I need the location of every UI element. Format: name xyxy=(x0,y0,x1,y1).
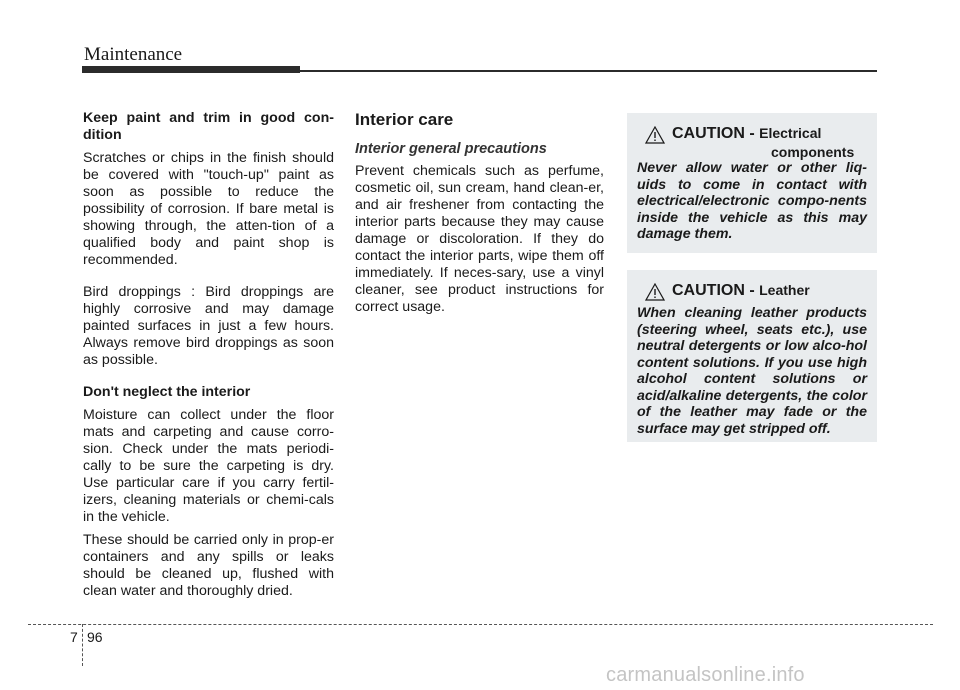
caution-box-leather xyxy=(627,270,877,442)
caution-box-electrical xyxy=(627,113,877,253)
caution-label: CAUTION - Electrical xyxy=(672,125,822,142)
paragraph-chemicals: Prevent chemicals such as perfume, cosmetic oil, sun cream, hand clean-er, and air freshener from contacting the interior parts because they may cause damage or discoloration. If they do contact the interior parts, wipe them off immediately. If neces-sary, use a vinyl cleaner, see product instructions for correct usage. xyxy=(355,163,604,315)
paragraph-moisture: Moisture can collect under the floor mats and carpeting and cause corro-sion. Check under the mats periodi-cally to be sure the carpeting is dry. Use particular care if you carry fertil-izers, cleaning materials or chemi-cals in the vehicle. xyxy=(83,407,334,525)
paragraph-bird-droppings: Bird droppings : Bird droppings are highly corrosive and may damage painted surfaces in just a few hours. Always remove bird droppings as soon as possible. xyxy=(83,284,334,368)
paragraph-spills: These should be carried only in prop-er containers and any spills or leaks should be cleaned up, flushed with clean water and thoroughly dried. xyxy=(83,532,334,599)
section-subtitle-precautions: Interior general precautions xyxy=(355,141,547,157)
caution-text-leather: When cleaning leather products (steering wheel, seats etc.), use neutral detergents or low alco-hol content solutions. If you use high alcohol content solutions or acid/alkaline detergents, the color of the leather may fade or the surface may get stripped off. xyxy=(637,305,867,437)
caution-header xyxy=(637,279,867,305)
middle-column xyxy=(355,110,604,316)
header-rule-thin xyxy=(300,70,877,72)
footer-divider xyxy=(82,624,83,666)
header-rule-thick xyxy=(82,66,300,73)
footer-page-number: 96 xyxy=(87,629,103,645)
caution-header xyxy=(637,122,867,160)
section-title-interior-care: Interior care xyxy=(355,110,454,129)
warning-triangle-icon xyxy=(645,283,665,301)
page-header-title: Maintenance xyxy=(84,44,183,65)
left-column xyxy=(83,110,334,600)
heading-interior: Don't neglect the interior xyxy=(83,384,251,400)
footer-rule xyxy=(28,624,933,625)
heading-paint-trim: Keep paint and trim in good con-dition xyxy=(83,110,334,143)
watermark: carmanualsonline.info xyxy=(606,664,805,686)
caution-topic: Electrical xyxy=(759,125,822,141)
caution-label: CAUTION - Leather xyxy=(672,282,810,299)
warning-triangle-icon xyxy=(645,126,665,144)
caution-text-electrical: Never allow water or other liq-uids to come in contact with electrical/electronic compo-nents inside the vehicle as this may damage them. xyxy=(637,160,867,242)
paragraph-scratches: Scratches or chips in the finish should be covered with "touch-up" paint as soon as possible to reduce the possibility of corrosion. If bare metal is showing through, the atten-tion of a qualified body and paint shop is recommended. xyxy=(83,150,334,268)
caution-topic-line2: components xyxy=(771,144,855,160)
footer-chapter-number: 7 xyxy=(70,629,78,645)
caution-topic: Leather xyxy=(759,282,810,298)
